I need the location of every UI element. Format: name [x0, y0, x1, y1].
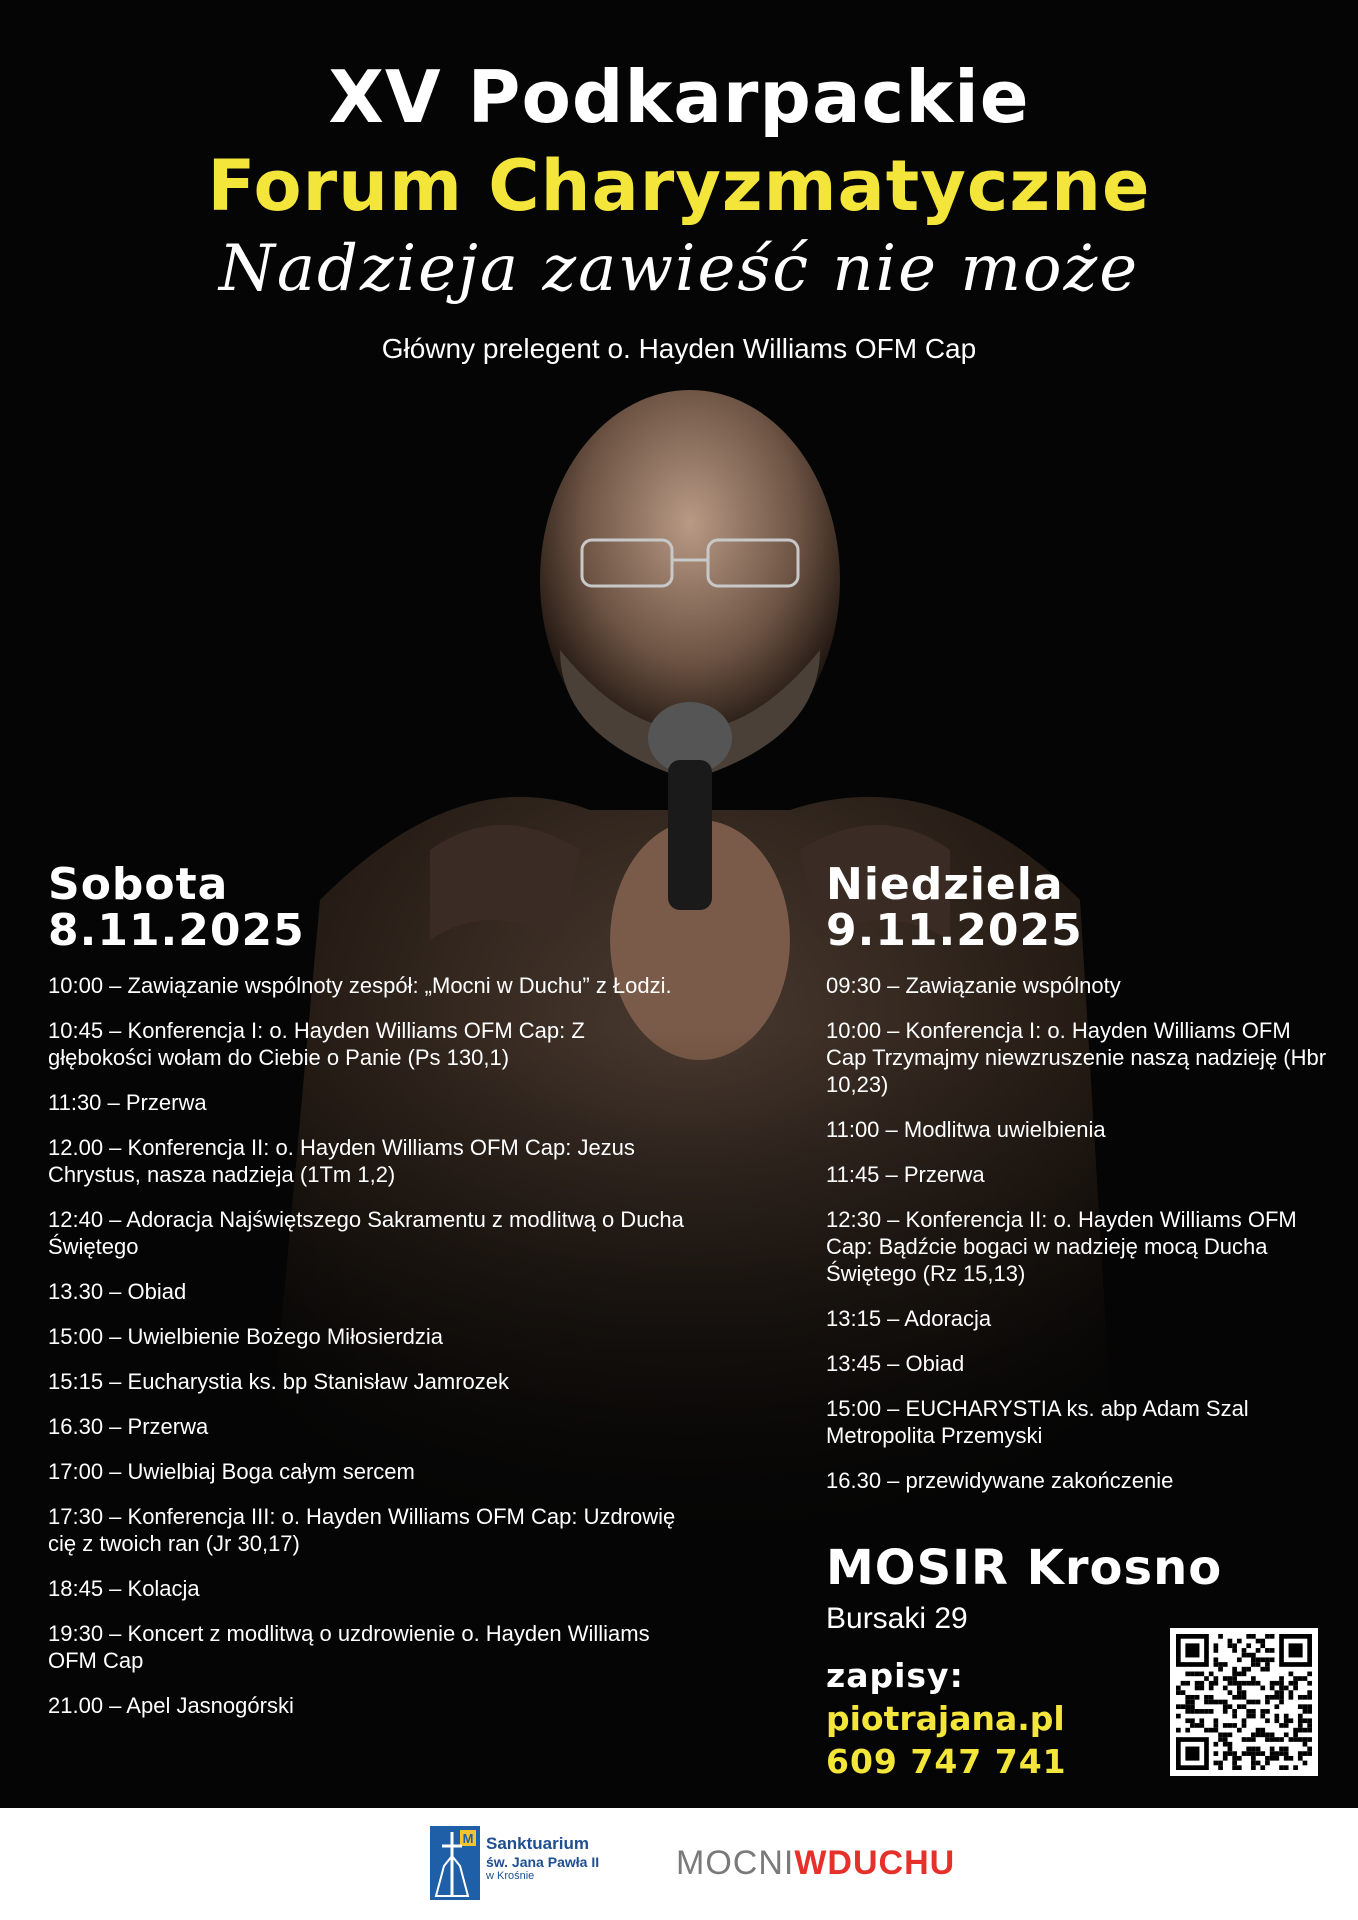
- schedule-item: 09:30 – Zawiązanie wspólnoty: [826, 973, 1121, 998]
- schedule-item: 10:00 – Zawiązanie wspólnoty zespół: „Mocni w Duchu” z Łodzi.: [48, 973, 672, 998]
- event-motto: Nadzieja zawieść nie może: [218, 232, 1140, 306]
- schedule-item: 10:00 – Konferencja I: o. Hayden Williams OFM Cap Trzymajmy niewzruszenie naszą nadzieję (Hbr 10,23): [826, 1018, 1327, 1097]
- sanktuarium-line3: w Krośnie: [486, 1870, 535, 1882]
- schedule-item: 12.00 – Konferencja II: o. Hayden Williams OFM Cap: Jezus Chrystus, nasza nadzieja (1Tm 1,2): [48, 1135, 635, 1187]
- schedule-item: 17:00 – Uwielbiaj Boga całym sercem: [48, 1459, 415, 1484]
- schedule-item: 13:15 – Adoracja: [826, 1306, 992, 1331]
- saturday-day: Sobota: [48, 859, 229, 910]
- schedule-item: 16.30 – przewidywane zakończenie: [826, 1468, 1174, 1493]
- logo2-part2: WDUCHU: [794, 1844, 956, 1882]
- event-edition-title: XV Podkarpackie: [328, 55, 1030, 139]
- main-speaker: Główny prelegent o. Hayden Williams OFM Cap: [381, 333, 977, 364]
- qr-code-pattern: [1176, 1634, 1312, 1770]
- schedule-item: 11:00 – Modlitwa uwielbienia: [826, 1117, 1106, 1142]
- schedule-item: 21.00 – Apel Jasnogórski: [48, 1693, 294, 1718]
- event-name-title: Forum Charyzmatyczne: [207, 145, 1151, 227]
- sanktuarium-line1: Sanktuarium: [486, 1834, 589, 1853]
- sanktuarium-line2: św. Jana Pawła II: [486, 1854, 600, 1870]
- schedule-item: 19:30 – Koncert z modlitwą o uzdrowienie o. Hayden Williams OFM Cap: [48, 1621, 650, 1673]
- schedule-item: 12:30 – Konferencja II: o. Hayden Williams OFM Cap: Bądźcie bogaci w nadzieję mocą Ducha Świętego (Rz 15,13): [826, 1207, 1297, 1286]
- schedule-item: 10:45 – Konferencja I: o. Hayden Williams OFM Cap: Z głębokości wołam do Ciebie o Panie (Ps 130,1): [48, 1018, 585, 1070]
- schedule-item: 11:30 – Przerwa: [48, 1090, 207, 1115]
- schedule-item: 13.30 – Obiad: [48, 1279, 187, 1304]
- schedule-item: 12:40 – Adoracja Najświętszego Sakramentu z modlitwą o Ducha Świętego: [48, 1207, 684, 1259]
- venue-address: Bursaki 29: [826, 1602, 968, 1635]
- schedule-item: 11:45 – Przerwa: [826, 1162, 985, 1187]
- mocni-w-duchu-logo: [676, 1844, 955, 1883]
- registration-phone[interactable]: 609 747 741: [826, 1742, 1067, 1781]
- church-icon: [430, 1826, 480, 1900]
- qr-code-icon[interactable]: [1170, 1628, 1318, 1776]
- schedule-item: 15:00 – Uwielbienie Bożego Miłosierdzia: [48, 1324, 444, 1349]
- saturday-date: 8.11.2025: [48, 905, 305, 956]
- schedule-item: 18:45 – Kolacja: [48, 1576, 200, 1601]
- registration-url[interactable]: piotrajana.pl: [826, 1699, 1065, 1738]
- schedule-item: 17:30 – Konferencja III: o. Hayden Williams OFM Cap: Uzdrowię cię z twoich ran (Jr 30,17): [48, 1504, 676, 1556]
- schedule-item: 13:45 – Obiad: [826, 1351, 965, 1376]
- venue: [826, 1540, 1222, 1636]
- schedule-item: 15:15 – Eucharystia ks. bp Stanisław Jamrozek: [48, 1369, 510, 1394]
- sunday-schedule: [826, 859, 1336, 1512]
- venue-name: MOSIR Krosno: [826, 1540, 1223, 1596]
- saturday-schedule: [48, 859, 688, 1737]
- registration-label: zapisy:: [826, 1656, 964, 1695]
- schedule-item: 15:00 – EUCHARYSTIA ks. abp Adam Szal Metropolita Przemyski: [826, 1396, 1249, 1448]
- schedule-item: 16.30 – Przerwa: [48, 1414, 209, 1439]
- registration: [826, 1656, 1067, 1781]
- sunday-day: Niedziela: [826, 859, 1064, 910]
- svg-text:M: M: [462, 1831, 474, 1846]
- footer: [0, 1808, 1358, 1920]
- sunday-date: 9.11.2025: [826, 905, 1083, 956]
- sanktuarium-logo: [430, 1824, 626, 1902]
- sanktuarium-text: [486, 1834, 599, 1882]
- logo2-part1: MOCNI: [676, 1844, 795, 1882]
